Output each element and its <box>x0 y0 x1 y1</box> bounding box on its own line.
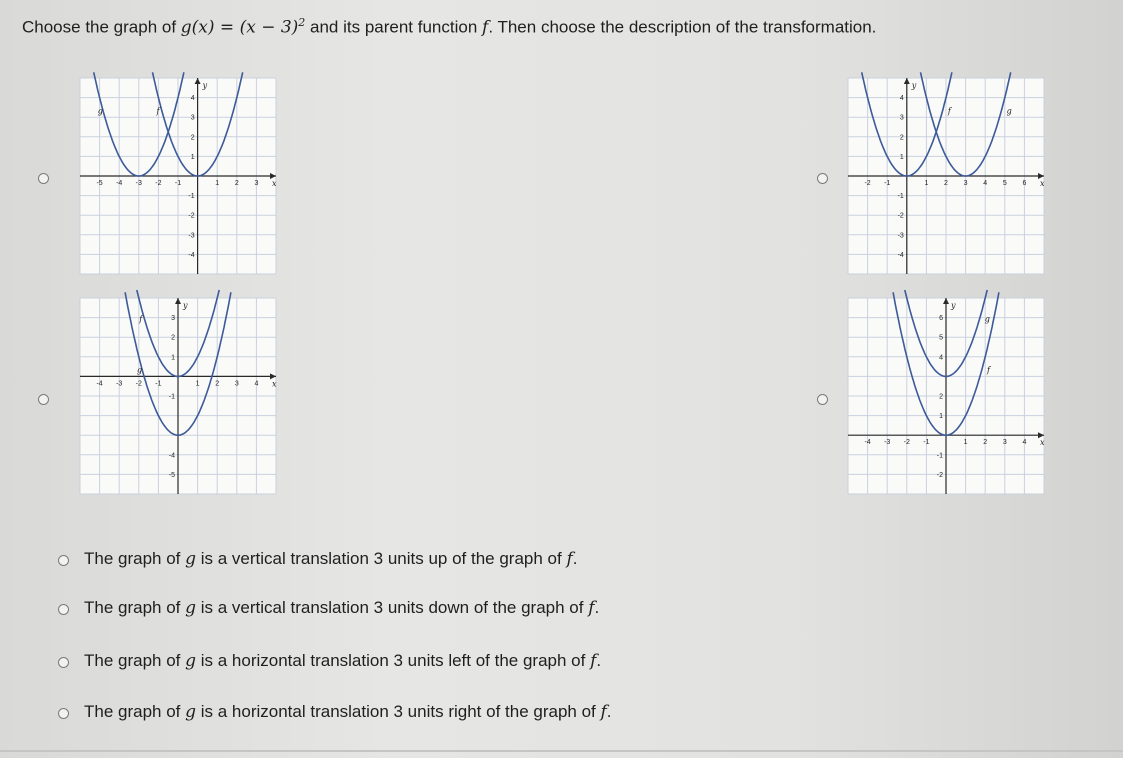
description-label-3 <box>84 651 601 671</box>
bottom-divider <box>0 750 1123 752</box>
x-tick-label: -5 <box>96 180 103 187</box>
x-axis-label: x <box>272 379 277 389</box>
choice-f: f <box>566 549 573 569</box>
graph-option-4[interactable] <box>848 298 1044 494</box>
y-tick-label: -2 <box>188 212 195 220</box>
parent-function-f: f <box>482 17 489 38</box>
y-tick-label: 1 <box>899 153 904 161</box>
question-prefix: Choose the graph of <box>22 17 181 37</box>
choice-text: is a vertical translation 3 units up of the graph of <box>196 549 567 568</box>
y-tick-label: -3 <box>897 232 904 240</box>
choice-text: . <box>572 549 578 568</box>
x-tick-label: -3 <box>116 380 123 388</box>
curve-label-g: g <box>984 314 990 324</box>
x-tick-label: 5 <box>1002 180 1007 187</box>
choice-text: is a horizontal translation 3 units right of the graph of <box>196 702 601 721</box>
y-tick-label: -3 <box>188 232 195 240</box>
graph-option-radio-4[interactable] <box>817 394 828 405</box>
x-tick-label: 3 <box>963 180 968 187</box>
description-label-4 <box>84 702 612 722</box>
choice-text: The graph of <box>84 651 186 670</box>
y-tick-label: 4 <box>190 95 195 103</box>
x-tick-label: 1 <box>963 439 968 447</box>
x-axis-label: x <box>1040 179 1045 188</box>
choice-text: The graph of <box>84 702 186 721</box>
description-radio-1[interactable] <box>58 555 69 566</box>
x-tick-label: 4 <box>1022 439 1027 447</box>
function-g-expression: g(x) = (x − 3) <box>180 17 299 38</box>
y-tick-label: 2 <box>939 393 943 401</box>
y-tick-label: 6 <box>939 315 943 323</box>
y-axis-label: y <box>951 301 956 310</box>
x-tick-label: 3 <box>254 180 259 187</box>
y-tick-label: 5 <box>939 334 943 342</box>
x-tick-label: -3 <box>135 180 142 187</box>
description-radio-2[interactable] <box>58 604 69 615</box>
y-tick-label: 2 <box>190 134 195 142</box>
y-tick-label: -1 <box>936 452 943 460</box>
choice-f: f <box>588 598 595 618</box>
x-tick-label: 6 <box>1022 180 1027 187</box>
description-radio-4[interactable] <box>58 708 69 719</box>
graph-option-2[interactable] <box>848 78 1044 274</box>
x-tick-label: -3 <box>884 439 891 447</box>
question-suffix: . Then choose the description of the transformation. <box>488 17 877 37</box>
y-tick-label: -1 <box>168 393 175 401</box>
description-radio-3[interactable] <box>58 657 69 668</box>
x-tick-label: 4 <box>254 380 259 388</box>
y-tick-label: -4 <box>188 251 195 259</box>
choice-text: The graph of <box>84 598 186 617</box>
x-tick-label: -1 <box>155 380 162 388</box>
y-axis-arrow-icon <box>175 298 181 304</box>
exponent: 2 <box>298 16 306 29</box>
y-axis-label: y <box>202 81 208 90</box>
graph-option-3[interactable] <box>80 298 276 494</box>
question-prompt <box>22 16 876 38</box>
curve-label-f: f <box>947 106 951 116</box>
graph-plot-4 <box>848 298 1044 494</box>
choice-text: The graph of <box>84 549 186 568</box>
choice-f: f <box>590 651 597 671</box>
x-tick-label: 3 <box>1002 439 1007 447</box>
question-middle: and its parent function <box>305 17 483 37</box>
choice-g: g <box>185 651 197 671</box>
graph-plot-3 <box>80 298 276 494</box>
x-tick-label: -4 <box>864 439 871 447</box>
x-tick-label: 2 <box>215 380 220 388</box>
y-tick-label: 3 <box>171 315 175 323</box>
x-tick-label: 4 <box>983 180 988 187</box>
x-tick-label: -1 <box>174 180 182 187</box>
y-tick-label: 4 <box>939 354 943 362</box>
y-tick-label: -4 <box>168 452 175 460</box>
graph-option-radio-3[interactable] <box>38 394 49 405</box>
description-label-1 <box>84 549 577 569</box>
curve-label-f: f <box>156 106 160 116</box>
choice-g: g <box>185 598 197 618</box>
y-tick-label: -2 <box>936 471 943 479</box>
x-tick-label: 1 <box>924 180 929 187</box>
y-axis-arrow-icon <box>943 298 949 304</box>
graph-plot-1 <box>80 78 276 274</box>
x-tick-label: -2 <box>864 180 871 187</box>
y-tick-label: 2 <box>899 134 904 142</box>
curve-label-f: f <box>139 314 143 324</box>
y-tick-label: -1 <box>897 193 904 201</box>
y-tick-label: 1 <box>190 153 195 161</box>
x-tick-label: -4 <box>96 380 103 388</box>
curve-label-g: g <box>136 365 143 375</box>
description-label-2 <box>84 598 599 618</box>
x-tick-label: 2 <box>983 439 988 447</box>
choice-g: g <box>185 702 197 722</box>
x-tick-label: -1 <box>923 439 930 447</box>
choice-text: is a horizontal translation 3 units left of the graph of <box>196 651 591 670</box>
y-tick-label: 1 <box>939 413 943 421</box>
x-tick-label: -4 <box>116 180 123 187</box>
choice-text: . <box>596 651 602 670</box>
y-axis-arrow-icon <box>904 78 910 84</box>
y-tick-label: 3 <box>899 114 904 122</box>
curve-label-g: g <box>1006 106 1012 116</box>
choice-text: . <box>606 702 612 721</box>
y-tick-label: -4 <box>897 251 904 259</box>
graph-option-radio-2[interactable] <box>817 173 828 184</box>
y-axis-arrow-icon <box>195 78 201 84</box>
y-tick-label: -5 <box>168 471 175 479</box>
curve-label-f: f <box>987 365 991 375</box>
graph-plot-2 <box>848 78 1044 274</box>
x-tick-label: -1 <box>884 180 891 187</box>
y-axis-label: y <box>911 81 917 90</box>
y-tick-label: 4 <box>899 95 904 103</box>
x-tick-label: -2 <box>155 180 162 187</box>
y-tick-label: 1 <box>171 354 175 362</box>
curve-label-g: g <box>97 106 103 116</box>
y-tick-label: 2 <box>171 334 175 342</box>
x-tick-label: 2 <box>234 180 239 187</box>
graph-option-1[interactable] <box>80 78 276 274</box>
x-tick-label: 1 <box>195 380 200 388</box>
y-tick-label: -1 <box>188 193 195 201</box>
graph-option-radio-1[interactable] <box>38 173 49 184</box>
x-axis-label: x <box>1040 438 1045 448</box>
x-tick-label: 2 <box>944 180 948 187</box>
choice-f: f <box>600 702 607 722</box>
x-tick-label: -2 <box>903 439 910 447</box>
y-tick-label: -2 <box>897 212 904 220</box>
y-axis-label: y <box>183 301 188 310</box>
x-axis-label: x <box>272 179 277 188</box>
choice-g: g <box>185 549 197 569</box>
y-tick-label: 3 <box>190 114 195 122</box>
choice-text: is a vertical translation 3 units down of the graph of <box>196 598 589 617</box>
x-tick-label: 3 <box>234 380 239 388</box>
x-tick-label: 1 <box>215 180 220 187</box>
x-tick-label: -2 <box>135 380 142 388</box>
choice-text: . <box>594 598 600 617</box>
